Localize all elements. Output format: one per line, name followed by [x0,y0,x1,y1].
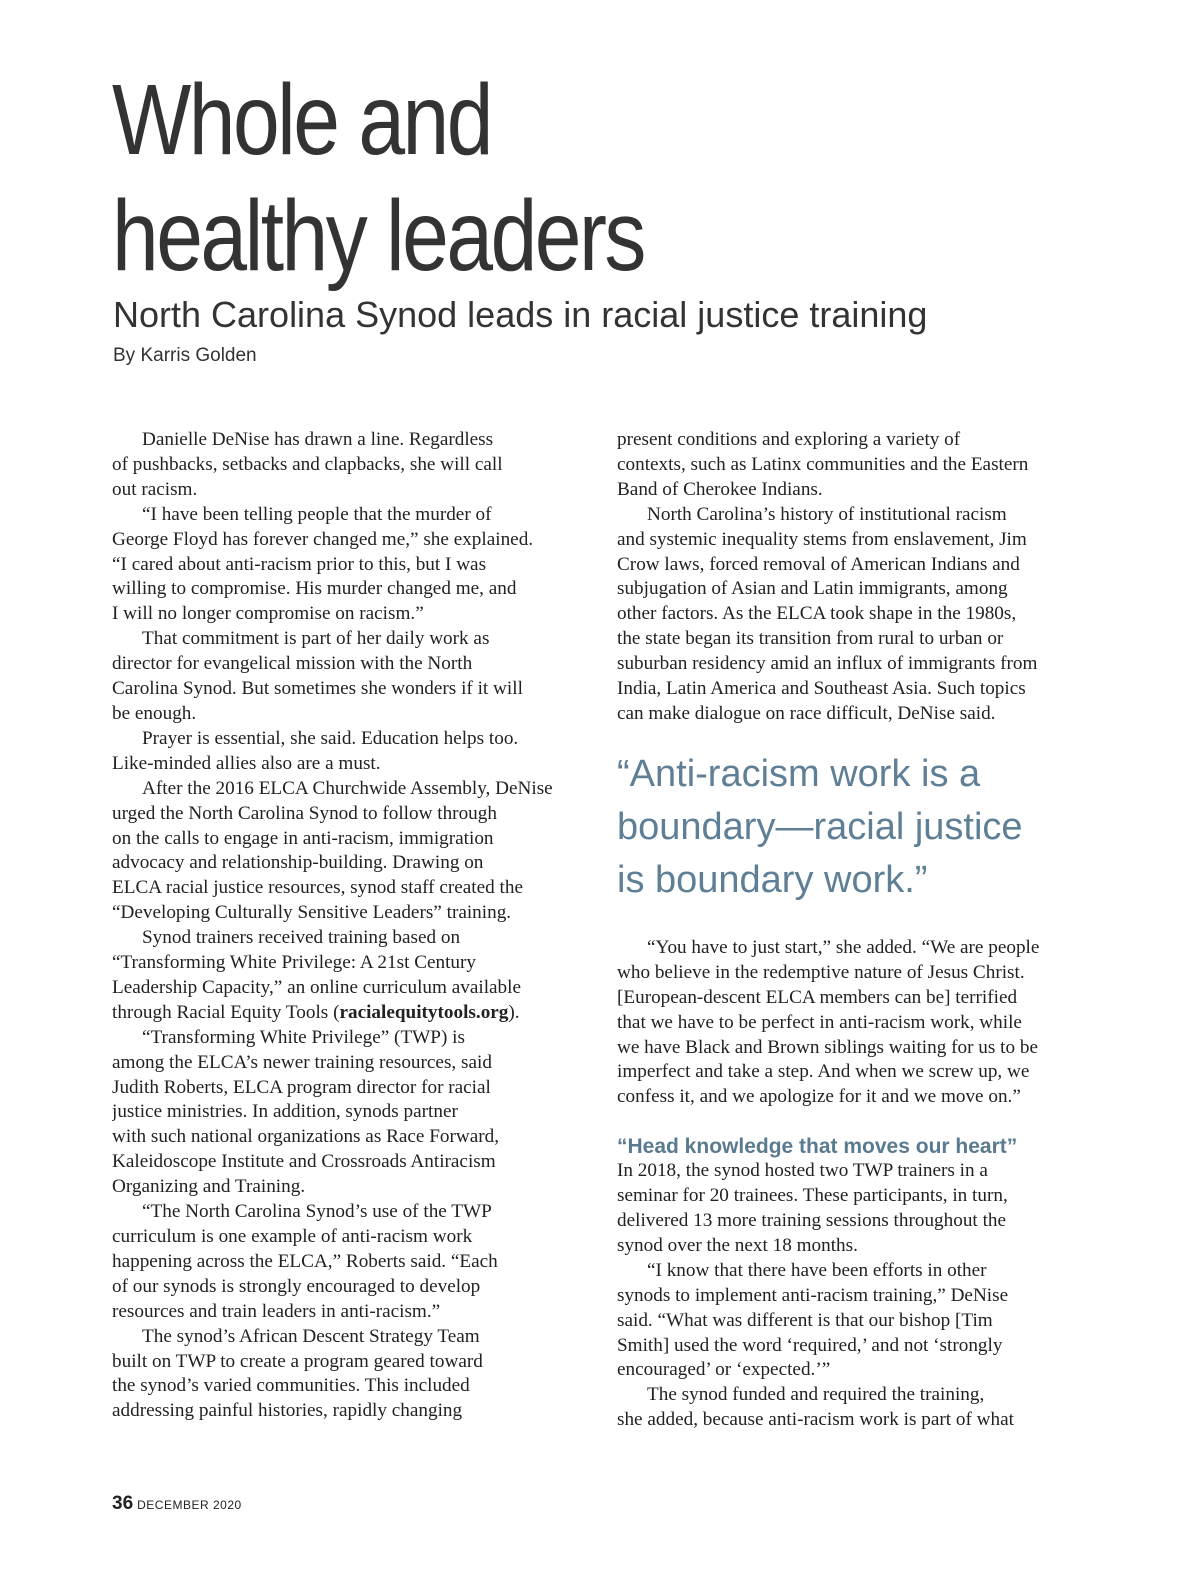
text-line: Synod trainers received training based on [142,927,461,949]
text-line: the synod’s varied communities. This included [112,1375,470,1397]
left-column-paragraphs [112,428,590,1001]
headline-line-2: healthy leaders [112,180,644,292]
text-line: on the calls to engage in anti-racism, immigration [112,827,494,849]
text-line: Carolina Synod. But sometimes she wonders if it will [112,678,523,700]
text-line: “Transforming White Privilege: A 21st Century [112,952,477,974]
text-line: Like-minded allies also are a must. [112,752,381,774]
text-line: synod over the next 18 months. [617,1234,858,1256]
text-line: Danielle DeNise has drawn a line. Regardless [142,429,494,450]
text-line: who believe in the redemptive nature of Jesus Christ. [617,961,1025,983]
body-paragraph [617,1159,1089,1259]
pull-quote-line: “Anti-racism work is a [617,752,981,795]
text-line: delivered 13 more training sessions throughout the [617,1210,1007,1232]
article-subtitle: North Carolina Synod leads in racial justice training [113,294,928,335]
text-line: The synod funded and required the training, [647,1384,985,1406]
body-paragraph [112,1200,590,1325]
text-line: justice ministries. In addition, synods partner [112,1101,458,1123]
body-paragraph [112,428,590,503]
text-line: “I have been telling people that the murder of [142,503,492,525]
text-line: India, Latin America and Southeast Asia. Such topics [617,678,1026,700]
text-line: and systemic inequality stems from enslavement, Jim [617,528,1027,550]
link-line-before: through Racial Equity Tools ( [112,1001,340,1023]
page-footer [112,1493,242,1515]
text-line: I will no longer compromise on racism.” [112,603,424,625]
text-line: Leadership Capacity,” an online curriculum available [112,976,521,998]
text-line: ELCA racial justice resources, synod staff created the [112,877,523,899]
body-paragraph [617,1259,1089,1384]
body-paragraph [617,428,1089,503]
text-line: Kaleidoscope Institute and Crossroads Antiracism [112,1151,496,1173]
text-line: “Transforming White Privilege” (TWP) is [142,1026,465,1048]
text-line: encouraged’ or ‘expected.’” [617,1359,831,1381]
text-line: director for evangelical mission with the North [112,653,473,675]
page-number: 36 [112,1493,134,1514]
text-line: resources and train leaders in anti-racism.” [112,1300,441,1322]
text-line: synods to implement anti-racism training,” DeNise [617,1284,1009,1306]
racial-equity-tools-link[interactable]: racialequitytools.org [339,1001,509,1023]
text-line: Organizing and Training. [112,1176,306,1198]
text-line: [European-descent ELCA members can be] terrified [617,986,1018,1008]
text-line: present conditions and exploring a variety of [617,429,961,450]
text-line: among the ELCA’s newer training resources, said [112,1051,492,1073]
right-column-bottom-paragraphs [617,1159,1089,1433]
body-paragraph [112,1026,590,1200]
section-subhead: “Head knowledge that moves our heart” [617,1135,1018,1159]
text-line: Smith] used the word ‘required,’ and not ‘strongly [617,1334,1003,1356]
text-line: of our synods is strongly encouraged to develop [112,1275,481,1297]
text-line: that we have to be perfect in anti-racism work, while [617,1011,1022,1033]
text-line: Band of Cherokee Indians. [617,478,823,500]
text-line: built on TWP to create a program geared toward [112,1350,483,1372]
body-paragraph [617,503,1089,727]
text-line: “I cared about anti-racism prior to this, but I was [112,553,487,575]
left-column [112,428,590,1424]
text-line: the state began its transition from rural to urban or [617,628,1004,650]
text-line: The synod’s African Descent Strategy Team [142,1325,480,1347]
text-line: After the 2016 ELCA Churchwide Assembly, DeNise [142,777,553,799]
text-line: contexts, such as Latinx communities and the Eastern [617,453,1029,475]
text-line: curriculum is one example of anti-racism work [112,1226,473,1247]
text-line: Crow laws, forced removal of American Indians and [617,553,1020,575]
text-line: she added, because anti-racism work is part of what [617,1409,1014,1431]
text-line: Judith Roberts, ELCA program director for racial [112,1076,491,1098]
text-line: willing to compromise. His murder changed me, and [112,578,517,600]
pull-quote-line: is boundary work.” [617,858,928,901]
left-column-paragraphs-continued [112,1026,590,1425]
headline-line-1: Whole and [112,64,491,176]
body-paragraph [617,936,1089,1110]
text-line: George Floyd has forever changed me,” she explained. [112,528,534,550]
text-line: subjugation of Asian and Latin immigrants, among [617,578,1008,600]
body-paragraph [112,727,590,777]
text-line: North Carolina’s history of institutional racism [647,503,1007,525]
issue-date: DECEMBER 2020 [137,1498,242,1512]
text-line: confess it, and we apologize for it and we move on.” [617,1086,1021,1108]
article-headline [112,62,644,294]
text-line: imperfect and take a step. And when we screw up, we [617,1061,1030,1083]
article-byline: By Karris Golden [113,345,257,366]
text-line: seminar for 20 trainees. These participants, in turn, [617,1185,1008,1207]
body-paragraph [112,503,590,628]
text-line: with such national organizations as Race Forward, [112,1126,500,1148]
body-paragraph [112,1325,590,1425]
body-paragraph [617,1383,1089,1433]
pull-quote [617,748,1089,907]
link-line [112,1001,590,1026]
text-line: Prayer is essential, she said. Education helps too. [142,727,519,749]
text-line: That commitment is part of her daily work as [142,628,490,650]
text-line: other factors. As the ELCA took shape in the 1980s, [617,603,1017,625]
text-line: “The North Carolina Synod’s use of the TWP [142,1201,492,1223]
body-paragraph [112,627,590,727]
text-line: of pushbacks, setbacks and clapbacks, she will call [112,453,503,475]
text-line: “Developing Culturally Sensitive Leaders” training. [112,902,512,924]
text-line: happening across the ELCA,” Roberts said. “Each [112,1250,498,1272]
right-column [617,428,1089,1433]
text-line: said. “What was different is that our bishop [Tim [617,1309,993,1331]
text-line: urged the North Carolina Synod to follow through [112,802,497,824]
text-line: In 2018, the synod hosted two TWP trainers in a [617,1160,988,1182]
link-line-after: ). [508,1001,520,1023]
text-line: we have Black and Brown siblings waiting for us to be [617,1036,1038,1058]
text-line: out racism. [112,478,198,500]
right-column-top-paragraphs [617,428,1089,727]
text-line: can make dialogue on race difficult, DeNise said. [617,702,996,724]
text-line: suburban residency amid an influx of immigrants from [617,653,1038,675]
body-paragraph [112,926,590,1001]
text-line: addressing painful histories, rapidly changing [112,1400,463,1422]
pull-quote-line: boundary—racial justice [617,805,1023,848]
right-column-middle-paragraphs [617,936,1089,1110]
body-paragraph [112,777,590,926]
text-line: “You have to just start,” she added. “We are people [647,936,1040,958]
text-line: be enough. [112,702,197,724]
text-line: “I know that there have been efforts in other [647,1259,987,1281]
text-line: advocacy and relationship-building. Drawing on [112,852,484,874]
